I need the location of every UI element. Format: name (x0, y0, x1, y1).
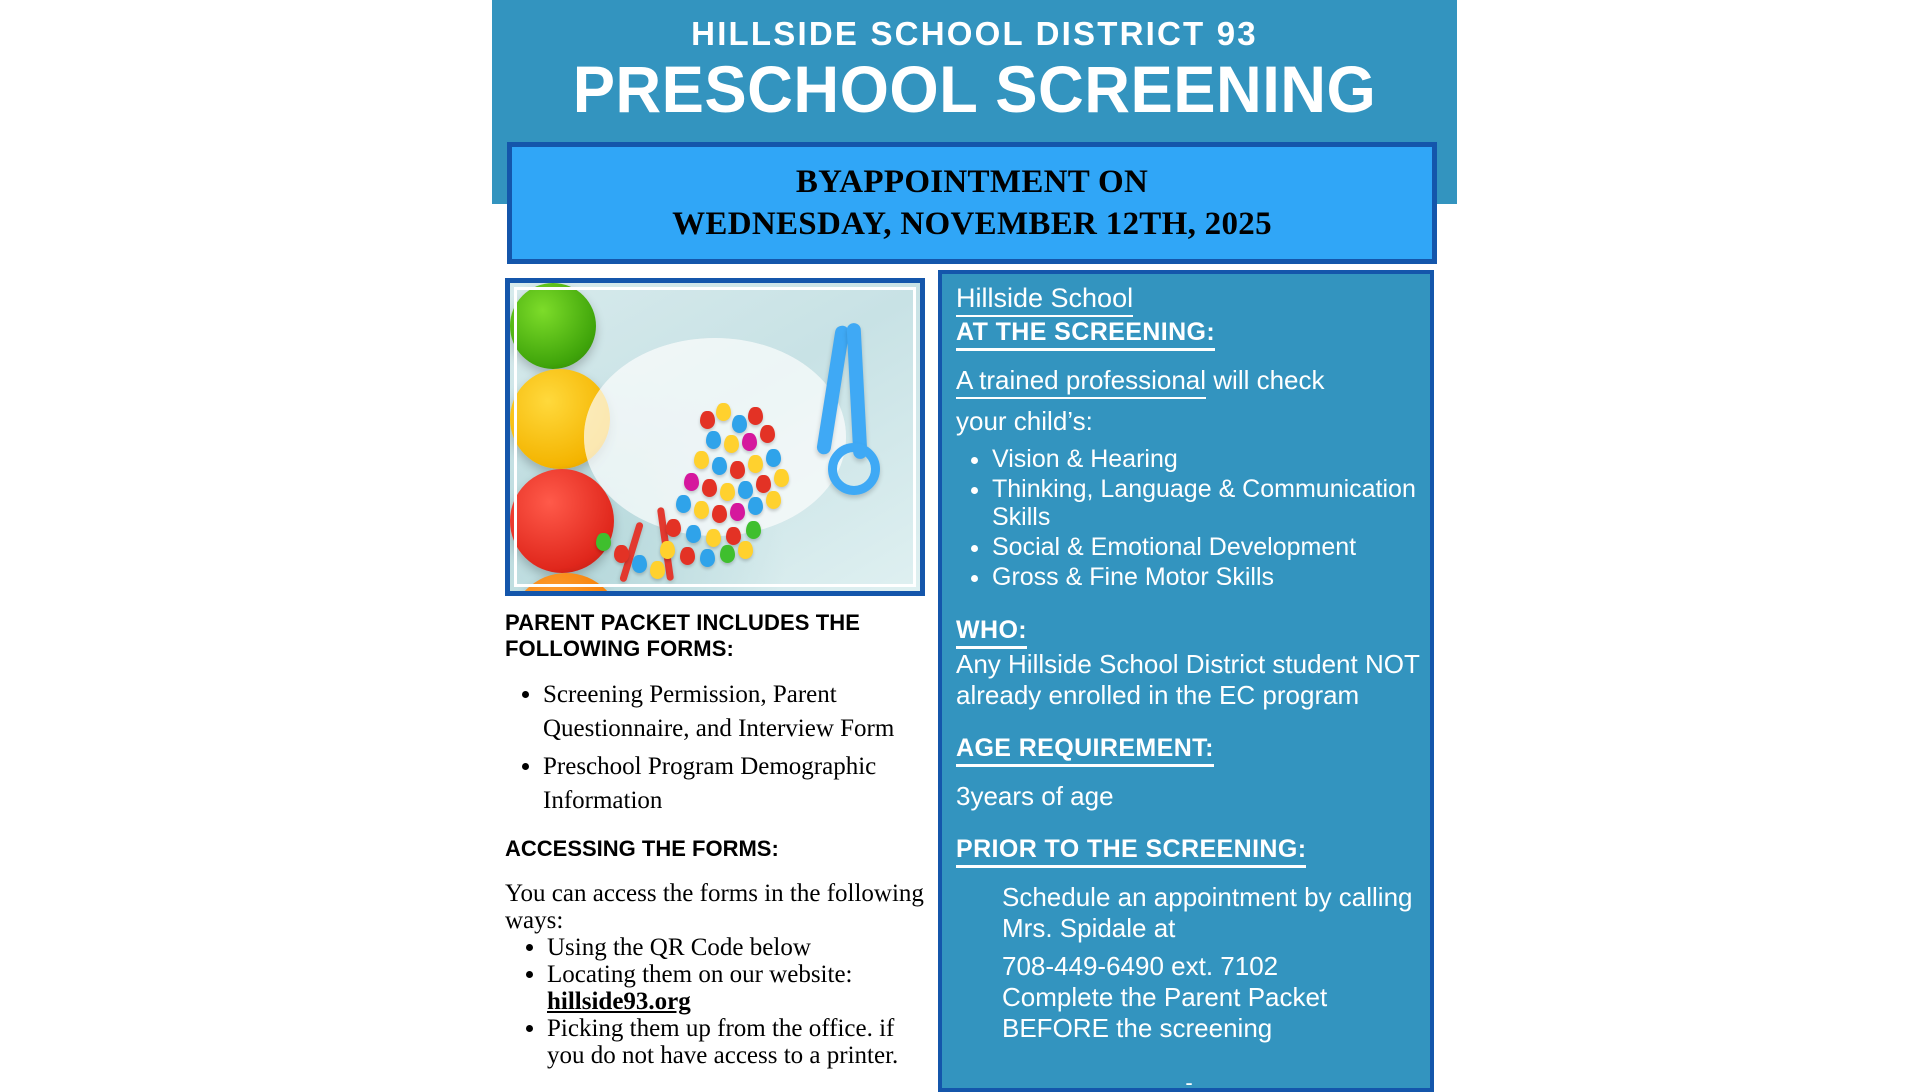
prior-to-screening-section (956, 834, 1430, 1044)
list-item: • Screening Permission, Parent Questionnaire, and Interview Form (543, 678, 925, 746)
toy-pellet (596, 533, 611, 551)
toy-pellet (676, 495, 691, 513)
spacer (956, 767, 1430, 781)
spacer (948, 593, 1430, 615)
screening-intro-emphasis: A trained professional (956, 365, 1206, 399)
spacer (948, 711, 1430, 733)
list-item (547, 1015, 925, 1069)
photo-canvas (510, 283, 920, 591)
who-text: Any Hillside School District student NOT already enrolled in the EC program (956, 649, 1420, 710)
toy-pellet (774, 469, 789, 487)
toy-pellet (724, 435, 739, 453)
bowl-red (510, 469, 614, 573)
toy-pellet (716, 403, 731, 421)
toys-photo (505, 278, 925, 596)
toy-pellet (748, 497, 763, 515)
spacer (948, 399, 1430, 406)
right-info-panel (938, 270, 1434, 1092)
prior-step-schedule: Schedule an appointment by calling Mrs. Spidale at (1002, 882, 1413, 943)
spacer (956, 944, 1430, 951)
toy-pellet (694, 501, 709, 519)
age-requirement-section (956, 733, 1430, 812)
list-item: • Thinking, Language & Communication Skills (992, 475, 1430, 531)
toy-pellet (686, 525, 701, 543)
toy-pellet (742, 433, 757, 451)
toy-pellet (702, 479, 717, 497)
list-item (547, 961, 925, 1015)
school-name: Hillside School (956, 283, 1133, 317)
toy-pellet (706, 431, 721, 449)
left-column (505, 278, 925, 1069)
toy-pellet (712, 505, 727, 523)
who-section (956, 615, 1430, 711)
bowl-orange (510, 573, 622, 596)
toy-pellet (720, 545, 735, 563)
toy-pellet (706, 529, 721, 547)
header-text-group (492, 14, 1457, 126)
prior-step-complete-packet: Complete the Parent Packet BEFORE the screening (1002, 982, 1328, 1043)
bowl-green (510, 283, 596, 369)
toy-pellet (766, 491, 781, 509)
contact-phone[interactable]: 708-449-6490 ext. 7102 (1002, 951, 1279, 981)
appointment-banner (507, 142, 1437, 264)
screening-intro-line-1 (956, 365, 1430, 399)
toy-pellet (730, 503, 745, 521)
accessing-forms-list (505, 934, 925, 1069)
toy-pellet (666, 519, 681, 537)
toy-pellet (746, 521, 761, 539)
toy-pellet (738, 541, 753, 559)
accessing-forms-intro: You can access the forms in the following ways: (505, 880, 924, 934)
toy-pellet (650, 561, 665, 579)
toy-pellet (732, 415, 747, 433)
toy-pellet (684, 473, 699, 491)
list-item-text: Locating them on our website: (547, 961, 853, 988)
prior-to-screening-heading: PRIOR TO THE SCREENING: (956, 834, 1306, 868)
age-requirement-heading: AGE REQUIREMENT: (956, 733, 1214, 767)
toy-pellet (726, 527, 741, 545)
toy-pellet (614, 545, 629, 563)
at-the-screening-section (956, 317, 1430, 351)
tong-right (846, 323, 867, 460)
age-requirement-text: 3years of age (956, 781, 1114, 811)
toy-pellet (680, 547, 695, 565)
district-name: HILLSIDE SCHOOL DISTRICT 93 (691, 15, 1258, 52)
spacer (948, 812, 1430, 834)
screening-checks-list (948, 445, 1430, 591)
toy-pellet (738, 481, 753, 499)
footer-mark: - (1185, 1070, 1193, 1092)
toy-pellet (660, 541, 675, 559)
toy-pellet (760, 425, 775, 443)
toy-pellet (712, 457, 727, 475)
toy-pellet (632, 555, 647, 573)
at-the-screening-heading: AT THE SCREENING: (956, 317, 1215, 351)
toy-pellet (700, 549, 715, 567)
appointment-date: WEDNESDAY, NOVEMBER 12TH, 2025 (672, 206, 1272, 242)
toy-pellet (756, 475, 771, 493)
spacer (948, 351, 1430, 365)
toy-pellet (748, 407, 763, 425)
list-item-text: Picking them up from the office. if you do not have access to a printer. (547, 1015, 899, 1069)
screening-intro-line-2: your child’s: (956, 406, 1093, 436)
list-item: • Gross & Fine Motor Skills (992, 563, 1430, 591)
toy-pellet (730, 461, 745, 479)
appointment-line-1: BYAPPOINTMENT ON (795, 164, 1149, 200)
parent-packet-heading: PARENT PACKET INCLUDES THE FOLLOWING FORMS: (505, 610, 861, 661)
accessing-forms-heading: ACCESSING THE FORMS: (505, 836, 779, 861)
screening-intro-rest: will check (1206, 365, 1325, 395)
who-heading: WHO: (956, 615, 1027, 649)
toy-pellet (766, 449, 781, 467)
page-title: PRESCHOOL SCREENING (572, 52, 1377, 126)
toy-pellet (694, 451, 709, 469)
list-item: • Social & Emotional Development (992, 533, 1430, 561)
tong-hinge (828, 443, 880, 495)
toy-pellet (748, 455, 763, 473)
website-link[interactable]: hillside93.org (547, 988, 691, 1015)
parent-packet-list (505, 678, 925, 818)
list-item: • Vision & Hearing (992, 445, 1430, 473)
toy-pellet (720, 483, 735, 501)
toy-pellet (700, 411, 715, 429)
right-panel-content (948, 280, 1430, 1092)
list-item-text: Using the QR Code below (547, 934, 811, 961)
list-item (547, 934, 925, 961)
list-item: • Preschool Program Demographic Information (543, 750, 925, 818)
spacer (956, 868, 1430, 882)
